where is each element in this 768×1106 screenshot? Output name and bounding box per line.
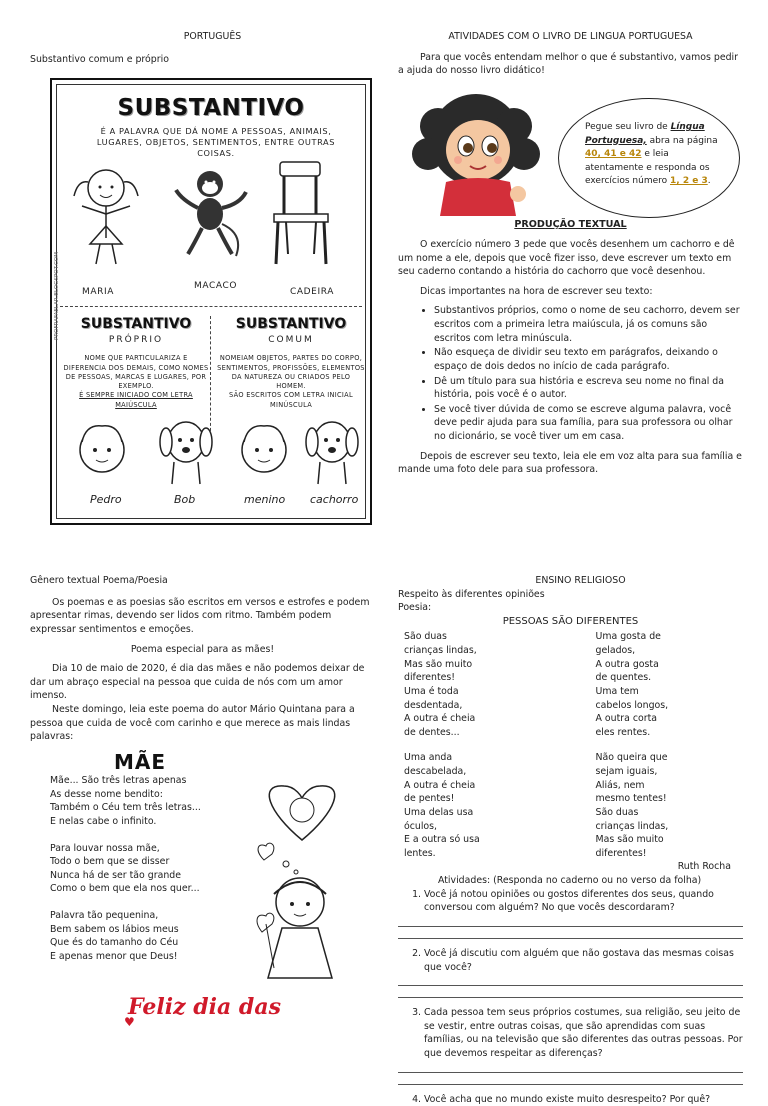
poema-intro-paragraph: Os poemas e as poesias são escritos em versos e estrofes e podem apresentar rimas, devendo ser lidos com ritmo. Também podem expressar sentimentos e emoções. xyxy=(30,596,370,635)
label-menino: menino xyxy=(244,493,286,506)
proprio-subtitle: PRÓPRIO xyxy=(108,335,164,346)
chair-illustration xyxy=(266,158,336,268)
genero-textual-header: Gênero textual Poema/Poesia xyxy=(30,575,168,586)
producao-paragraph: O exercício número 3 pede que vocês desenhem um cachorro e dê um nome a ele, depois que você fizer isso, deve escrever um texto em seu caderno contando a história do cachorro que você desenhou. xyxy=(398,238,735,278)
mario-quintana-paragraph: Neste domingo, leia este poema do autor Mário Quintana para a pessoa que cuida de você com carinho e que merece as mais lindas palavras: xyxy=(30,704,355,743)
label-maria: MARIA xyxy=(82,287,114,297)
answer-line[interactable] xyxy=(398,986,743,998)
poem-title-pessoas: PESSOAS SÃO DIFERENTES xyxy=(502,615,639,627)
producao-textual-title: PRODUÇÃO TEXTUAL xyxy=(514,219,627,230)
mother-child-illustration xyxy=(238,782,368,992)
label-cachorro: cachorro xyxy=(310,493,359,506)
comum-title: SUBSTANTIVO xyxy=(235,316,347,332)
label-pedro: Pedro xyxy=(90,493,122,506)
boy-menino-illustration xyxy=(234,418,294,488)
tip-item: • Substantivos próprios, como o nome de seu cachorro, devem ser escritos com a primeira letra maiúscula, já os comuns são escritos com letra minúscula. xyxy=(434,304,743,345)
poema-especial-heading: Poema especial para as mães! xyxy=(130,643,275,655)
poster-title: SUBSTANTIVO xyxy=(117,95,305,121)
dog-cachorro-illustration xyxy=(302,412,362,488)
tip-item: • Dê um título para sua história e escreva seu nome no final da história, pois você é o autor. xyxy=(434,375,743,402)
comum-text: NOMEIAM OBJETOS, PARTES DO CORPO, SENTIMENTOS, PROFISSÕES, ELEMENTOS DA NATUREZA OU CRIADOS PELO HOMEM. xyxy=(217,354,365,391)
tips-title: Dicas importantes na hora de escrever seu texto: xyxy=(420,285,653,297)
substantivo-poster xyxy=(50,78,372,525)
poster-side-credit: PROFRAFAELAR.BLOGSPOT.COM xyxy=(54,252,60,340)
poem-title-mae: MÃE xyxy=(113,749,167,774)
stanza-1: Mãe... São três letras apenas As desse nome bendito: Também o Céu tem três letras... E nelas cabe o infinito. xyxy=(50,775,201,827)
stanza-2: Para louvar nossa mãe, Todo o bem que se disser Nunca há de ser tão grande Como o bem que ela nos quer... xyxy=(50,842,200,895)
poem-author: Ruth Rocha xyxy=(677,861,731,873)
proprio-title: SUBSTANTIVO xyxy=(80,316,192,332)
poesia-label: Poesia: xyxy=(398,602,432,614)
comum-subtitle: COMUM xyxy=(268,335,314,346)
label-macaco: MACACO xyxy=(194,281,238,291)
answer-line[interactable] xyxy=(398,974,743,986)
tips-list xyxy=(434,304,743,443)
closing-paragraph: Depois de escrever seu texto, leia ele em voz alta para sua família e mande uma foto dele para sua professora. xyxy=(398,450,742,476)
label-cadeira: CADEIRA xyxy=(290,287,334,297)
answer-line[interactable] xyxy=(398,927,743,939)
quadrant-atividades-livro xyxy=(398,30,743,510)
activities-title: Atividades: (Responda no caderno ou no verso da folha) xyxy=(438,875,702,886)
speech-bubble: Pegue seu livro de Língua Portuguesa, abra na página 40, 41 e 42 e leia atentamente e responda os exercícios número 1, 2 e 3. xyxy=(558,98,740,218)
answer-line[interactable] xyxy=(398,915,743,927)
feliz-dia-das-maes-text: Feliz dia das xyxy=(128,994,281,1020)
monkey-illustration xyxy=(170,164,250,264)
proprio-text: NOME QUE PARTICULARIZA E DIFERENCIA DOS DEMAIS, COMO NOMES DE PESSOAS, MARCAS E LUGARES, POR EXEMPLO. xyxy=(63,354,209,391)
tip-item: • Não esqueça de dividir seu texto em parágrafos, deixando o espaço de dois dedos no início de cada parágrafo. xyxy=(434,346,743,373)
quadrant-portugues xyxy=(30,30,375,510)
questions-list xyxy=(424,888,743,1106)
question-item: 3. Cada pessoa tem seus próprios costumes, sua religião, seu jeito de se vestir, entre outras coisas, que são aprendidas com suas famílias, ou na televisão que são diferentes das outras pessoas. Por que devemos respeitar as diferenças? xyxy=(424,1006,743,1085)
comum-note: SÃO ESCRITOS COM LETRA INICIAL MINÚSCULA xyxy=(229,391,353,409)
stanza-3: Palavra tão pequenina, Bem sabem os lábios meus Que és do tamanho do Céu E apenas menor que Deus! xyxy=(50,910,179,962)
question-item: 1. Você já notou opiniões ou gostos diferentes dos seus, quando conversou com alguém? No que vocês descordaram? xyxy=(424,888,743,939)
poster-definition: É A PALAVRA QUE DÁ NOME A PESSOAS, ANIMAIS, LUGARES, OBJETOS, SENTIMENTOS, ENTRE OUTRAS COISAS. xyxy=(96,126,336,159)
poster-divider xyxy=(60,306,362,307)
answer-line[interactable] xyxy=(398,1073,743,1085)
intro-paragraph: Para que vocês entendam melhor o que é substantivo, vamos pedir a ajuda do nosso livro didático! xyxy=(398,51,738,77)
dog-bob-illustration xyxy=(156,412,216,488)
poem-stanza-row-2: Uma anda descabelada, A outra é cheia de pentes! Uma delas usa óculos, E a outra só usa lentes. Não queira que sejam iguais, Aliás, nem mesmo tentes! São duas crianças lindas, Mas são muito diferentes! xyxy=(404,752,669,859)
quadrant-ensino-religioso xyxy=(398,574,743,1105)
heart-icon: ♥ xyxy=(124,1015,135,1029)
label-bob: Bob xyxy=(174,493,196,506)
poem-stanza-row-1: São duas crianças lindas, Mas são muito diferentes! Uma é toda desdentada, A outra é cheia de dentes... Uma gosta de gelados, A outra gosta de quentes. Uma tem cabelos longos, A outra corta eles rentes. xyxy=(404,631,669,738)
girl-illustration xyxy=(66,160,146,268)
respeito-subtitle: Respeito às diferentes opiniões xyxy=(398,588,545,600)
question-item: 2. Você já discutiu com alguém que não gostava das mesmas coisas que você? xyxy=(424,947,743,998)
ensino-religioso-header: ENSINO RELIGIOSO xyxy=(535,575,626,586)
boy-pedro-illustration xyxy=(72,418,132,488)
proprio-note: É SEMPRE INICIADO COM LETRA MAIÚSCULA xyxy=(79,391,193,409)
section-header-portugues: PORTUGUÊS xyxy=(183,31,242,42)
answer-line[interactable] xyxy=(398,1061,743,1073)
section-header-atividades: ATIVIDADES COM O LIVRO DE LINGUA PORTUGUESA xyxy=(448,31,693,42)
quadrant-poema xyxy=(30,574,375,1029)
tip-item: • Se você tiver dúvida de como se escreve alguma palavra, você deve pedir ajuda para sua família, para sua professora ou olhar no dicionário, se você tiver um em casa. xyxy=(434,403,743,444)
subtitle-substantivo: Substantivo comum e próprio xyxy=(30,53,169,65)
dia-das-maes-paragraph: Dia 10 de maio de 2020, é dia das mães e não podemos deixar de dar um abraço especial na pessoa que cuida de nós com um amor imenso. xyxy=(30,663,365,702)
curly-hair-girl-illustration xyxy=(398,86,558,216)
question-item: 4. Você acha que no mundo existe muito desrespeito? Por quê? xyxy=(424,1093,743,1106)
